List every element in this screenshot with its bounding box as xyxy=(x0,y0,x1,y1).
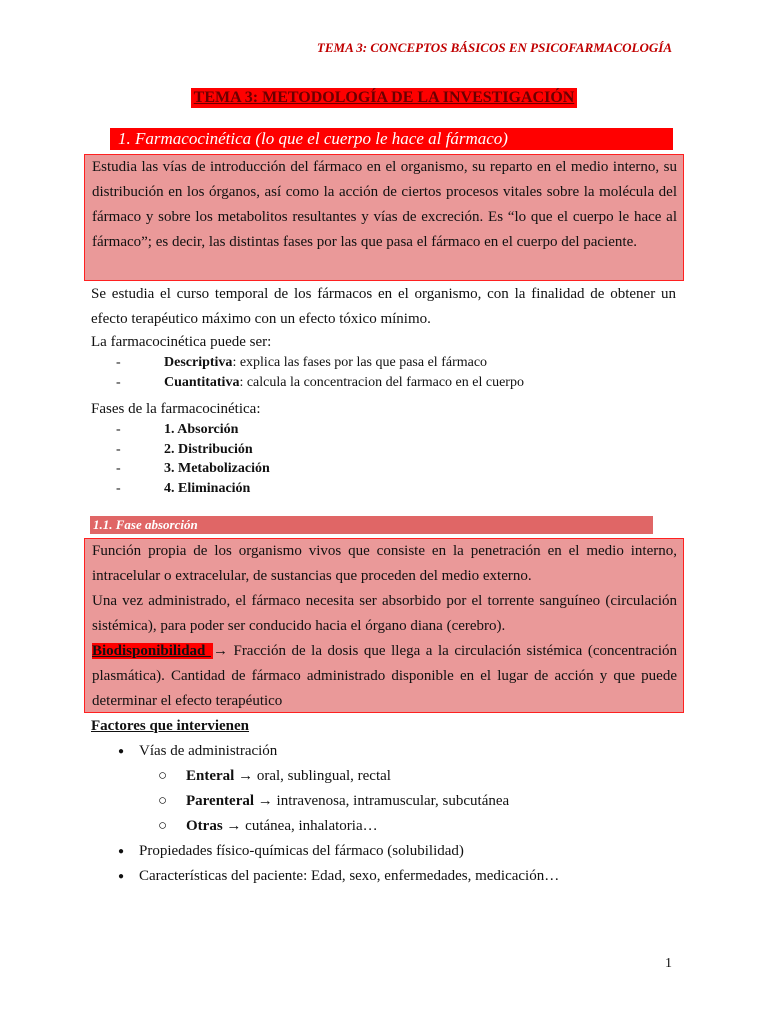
intro-text: Se estudia el curso temporal de los fármacos en el organismo, con la finalidad de obtener un efecto terapéutico máximo con un efecto tóxico mínimo. xyxy=(91,286,676,327)
types-intro: La farmacocinética puede ser: xyxy=(91,334,272,350)
list-item xyxy=(91,440,676,460)
bullet-marker: ● xyxy=(118,871,125,882)
absorption-box xyxy=(84,538,684,713)
subsection-heading-absorcion: 1.1. Fase absorción xyxy=(90,516,653,534)
page-title-text: TEMA 3: METODOLOGÍA DE LA INVESTIGACIÓN xyxy=(191,88,578,108)
page-number: 1 xyxy=(665,956,672,971)
definition-box xyxy=(84,154,684,281)
list-item xyxy=(91,789,676,814)
dash-marker: - xyxy=(116,461,121,476)
route-term: Parenteral xyxy=(186,793,255,809)
intro-paragraph xyxy=(91,282,676,332)
types-block xyxy=(91,334,676,392)
list-item xyxy=(91,373,676,393)
types-list xyxy=(91,353,676,392)
dash-marker: - xyxy=(116,480,121,496)
factors-heading: Factores que intervienen xyxy=(91,718,250,734)
bioavailability-paragraph xyxy=(92,639,677,714)
phases-intro: Fases de la farmacocinética: xyxy=(91,401,261,417)
absorption-definition: Función propia de los organismo vivos que consiste en la penetración en el medio interno, intracelular o extracelular, de sustancias que proceden del medio externo. xyxy=(92,543,677,584)
dash-marker: - xyxy=(116,441,121,457)
factor-physchem: Propiedades físico-químicas del fármaco (solubilidad) xyxy=(139,843,464,859)
section-heading-farmacocinetica: 1. Farmacocinética (lo que el cuerpo le hace al fármaco) xyxy=(110,128,673,150)
dash-marker: - xyxy=(116,422,121,437)
definition-text: Estudia las vías de introducción del fármaco en el organismo, su reparto en el medio interno, su distribución en los órganos, así como la acción de ciertos procesos vitales sobre la molécula del fármaco y sobre los metabolitos resultantes y vías de excreción. Es “lo que el cuerpo le hace al fármaco”; es decir, las distintas fases por las que pasa el fármaco en el cuerpo del paciente. xyxy=(92,159,677,250)
list-item xyxy=(91,839,676,864)
factors-block xyxy=(91,714,676,889)
route-term: Enteral xyxy=(186,768,235,784)
list-item xyxy=(91,459,676,479)
route-desc: → cutánea, inhalatoria… xyxy=(222,818,378,834)
list-item xyxy=(91,814,676,839)
circle-marker: ○ xyxy=(158,768,168,784)
list-item xyxy=(91,739,676,764)
list-item xyxy=(91,353,676,373)
bullet-marker: ● xyxy=(118,846,125,857)
route-desc: → oral, sublingual, rectal xyxy=(234,768,391,784)
route-term: Otras xyxy=(186,818,223,834)
bioavailability-definition: → Fracción de la dosis que llega a la circulación sistémica (concentración plasmática). Cantidad de fármaco administrado disponible en el lugar de acción y que puede determinar el efecto terapéutico xyxy=(92,643,677,709)
list-item xyxy=(91,864,676,889)
type-term: Cuantitativa xyxy=(164,374,240,390)
running-header: TEMA 3: CONCEPTOS BÁSICOS EN PSICOFARMACOLOGÍA xyxy=(316,40,672,55)
dash-marker: - xyxy=(116,374,121,390)
phase-label: 4. Eliminación xyxy=(164,480,251,496)
bullet-marker: ● xyxy=(118,746,125,757)
factor-patient: Características del paciente: Edad, sexo, enfermedades, medicación… xyxy=(139,868,560,884)
list-item xyxy=(91,420,676,440)
list-item xyxy=(91,764,676,789)
absorption-administration: Una vez administrado, el fármaco necesita ser absorbido por el torrente sanguíneo (circulación sistémica), para poder ser conducido hacia el órgano diana (cerebro). xyxy=(92,593,677,634)
type-desc: : calcula la concentracion del farmaco en el cuerpo xyxy=(239,374,524,390)
phases-block xyxy=(91,398,676,498)
page-title xyxy=(0,88,768,108)
phase-label: 1. Absorción xyxy=(164,422,239,437)
route-desc: → intravenosa, intramuscular, subcutánea xyxy=(254,793,510,809)
factor-routes: Vías de administración xyxy=(139,743,278,759)
circle-marker: ○ xyxy=(158,793,168,809)
list-item xyxy=(91,479,676,499)
bioavailability-term: Biodisponibilidad xyxy=(92,643,211,659)
phases-list xyxy=(91,420,676,498)
circle-marker: ○ xyxy=(158,818,168,834)
phase-label: 3. Metabolización xyxy=(164,461,270,476)
phase-label: 2. Distribución xyxy=(164,441,253,457)
type-term: Descriptiva xyxy=(164,355,233,370)
type-desc: : explica las fases por las que pasa el fármaco xyxy=(232,355,488,370)
dash-marker: - xyxy=(116,355,121,370)
